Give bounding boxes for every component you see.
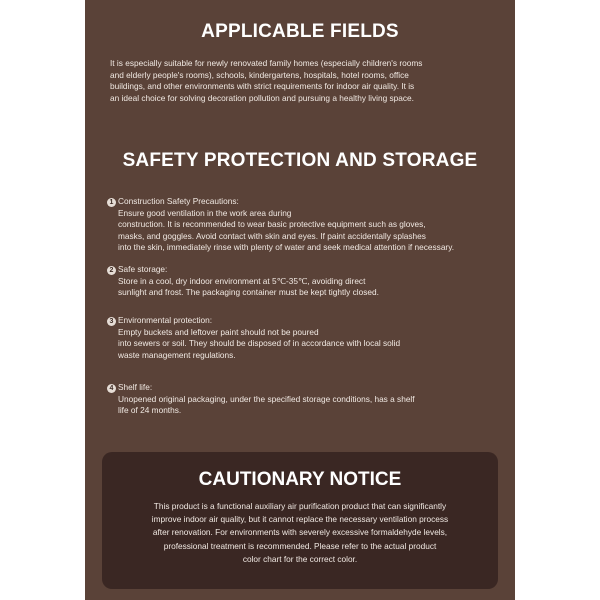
applicable-line: and elderly people's rooms), schools, kindergartens, hospitals, hotel rooms, office	[110, 69, 409, 80]
item-number-badge: 1	[107, 198, 116, 207]
safety-item-line: construction. It is recommended to wear basic protective equipment such as gloves,	[118, 219, 426, 230]
safety-item-line: Empty buckets and leftover paint should not be poured	[118, 326, 319, 337]
notice-line: improve indoor air quality, but it cannot replace the necessary ventilation process	[151, 514, 449, 525]
safety-item-line: sunlight and frost. The packaging container must be kept tightly closed.	[118, 287, 379, 298]
safety-item	[118, 315, 400, 361]
applicable-line: buildings, and other environments with strict requirements for indoor air quality. It is	[110, 81, 415, 92]
notice-line: professional treatment is recommended. Please refer to the actual product	[163, 540, 437, 551]
item-number-badge: 4	[107, 384, 116, 393]
cautionary-notice-box	[102, 452, 498, 589]
cautionary-notice-title: CAUTIONARY NOTICE	[198, 469, 402, 490]
safety-item	[118, 196, 454, 254]
safety-item-heading: Environmental protection:	[118, 315, 213, 325]
safety-item-heading: Shelf life:	[118, 382, 153, 392]
applicable-fields-text	[110, 58, 422, 104]
applicable-fields-title: APPLICABLE FIELDS	[201, 21, 399, 42]
safety-item-line: into the skin, immediately rinse with plenty of water and seek medical attention if necessary.	[118, 242, 455, 253]
safety-item-line: waste management regulations.	[118, 349, 236, 360]
safety-item-line: Store in a cool, dry indoor environment at 5℃-35℃, avoiding direct	[118, 275, 366, 286]
applicable-line: an ideal choice for solving decoration pollution and pursuing a healthy living space.	[110, 92, 414, 103]
item-number-badge: 3	[107, 317, 116, 326]
safety-item-line: Unopened original packaging, under the specified storage conditions, has a shelf	[118, 393, 415, 404]
safety-item	[118, 382, 415, 417]
item-number-badge: 2	[107, 266, 116, 275]
notice-line: This product is a functional auxiliary air purification product that can significantly	[153, 501, 447, 511]
safety-item	[118, 264, 379, 299]
safety-item-line: Ensure good ventilation in the work area during	[118, 207, 292, 218]
notice-line: after renovation. For environments with severely excessive formaldehyde levels,	[152, 527, 448, 538]
safety-item-line: into sewers or soil. They should be disposed of in accordance with local solid	[118, 338, 401, 349]
cautionary-notice-text	[102, 500, 498, 566]
safety-item-heading: Construction Safety Precautions:	[118, 196, 239, 206]
safety-item-line: life of 24 months.	[118, 405, 182, 416]
product-info-page	[85, 0, 515, 600]
applicable-line: It is especially suitable for newly renovated family homes (especially children's rooms	[110, 58, 423, 68]
notice-line: color chart for the correct color.	[242, 553, 358, 564]
safety-item-line: masks, and goggles. Avoid contact with skin and eyes. If paint accidentally splashes	[118, 230, 426, 241]
safety-item-heading: Safe storage:	[118, 264, 168, 274]
safety-title: SAFETY PROTECTION AND STORAGE	[122, 150, 478, 171]
